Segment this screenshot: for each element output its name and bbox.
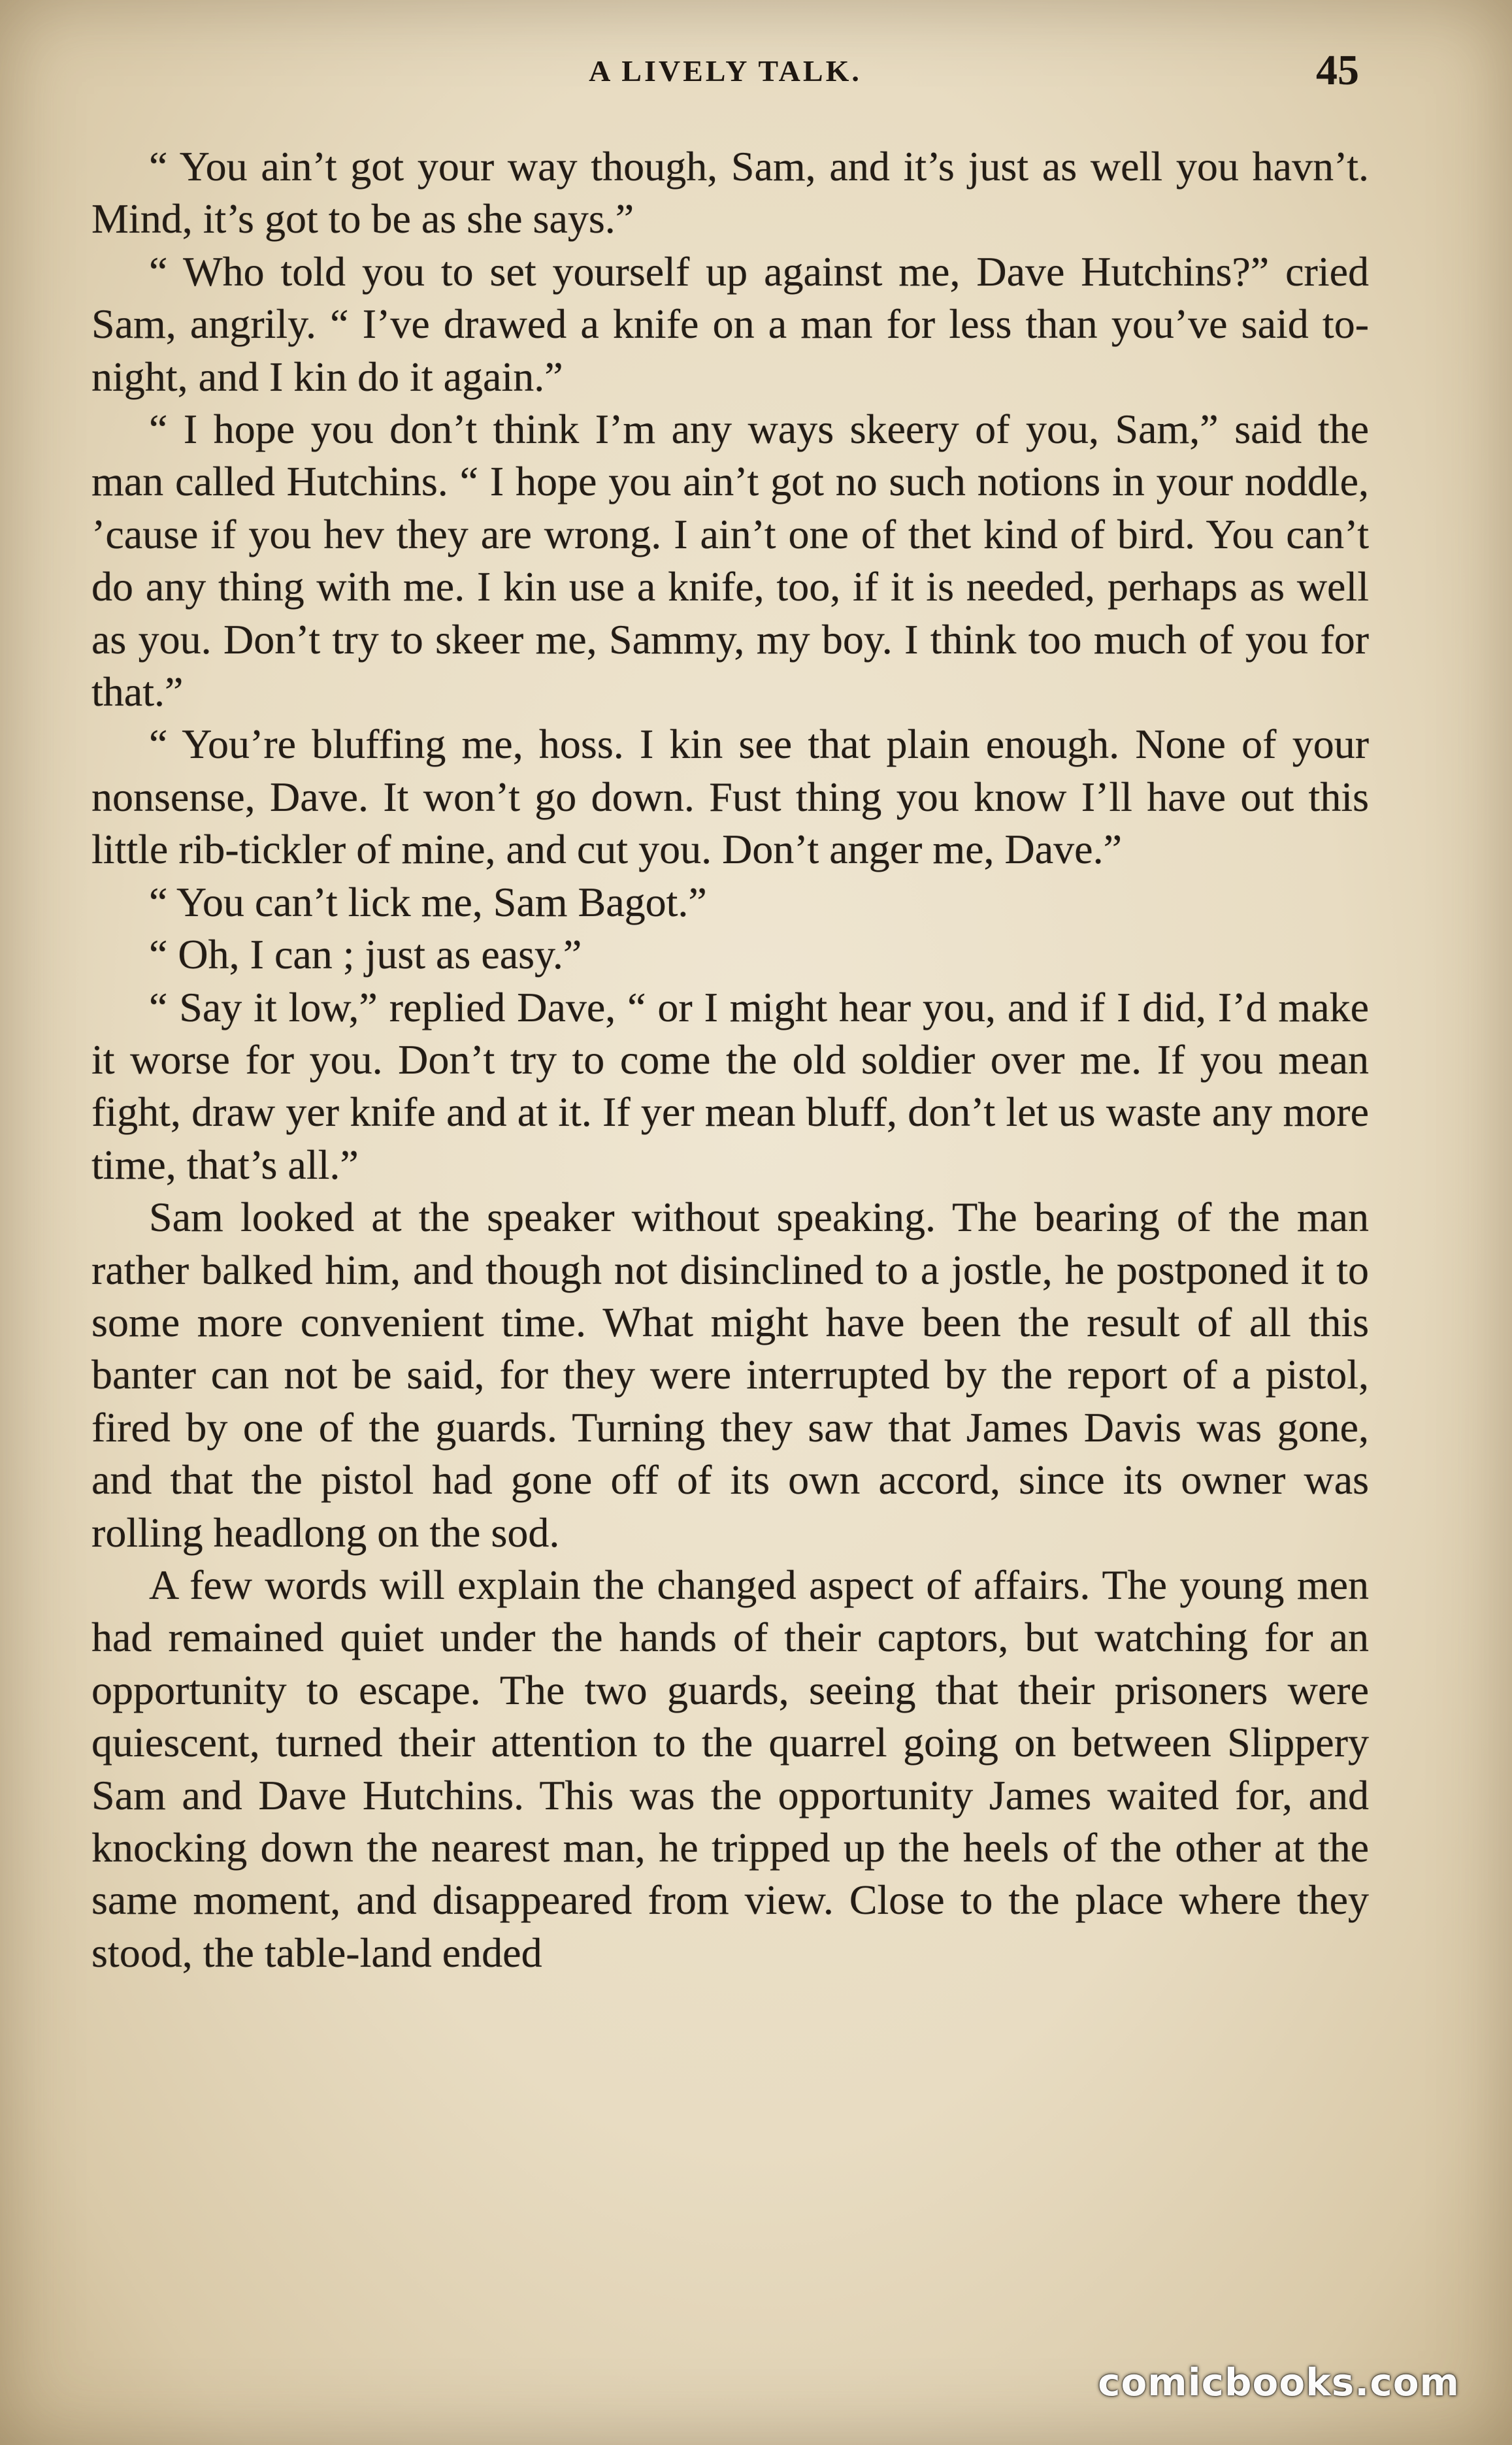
paragraph: “ You’re bluffing me, hoss. I kin see that plain enough. None of your nonsense, Dave. It won’t go down. Fust thing you know I’ll have out this little rib-tickler of mine, and cut you. Don’t anger me, Dave.” xyxy=(91,721,1369,873)
paragraph: A few words will explain the changed aspect of affairs. The young men had remained quiet under the hands of their captors, but watching for an opportunity to escape. The two guards, seeing that their prisoners were quiescent, turned their attention to the quarrel going on between Slippery Sam and Dave Hutchins. This was the opportunity James waited for, and knocking down the nearest man, he tripped up the heels of the other at the same moment, and disappeared from view. Close to the place where they stood, the table-land ended xyxy=(91,1561,1369,1976)
watermark: comicbooks.com xyxy=(1098,2360,1460,2404)
paragraph: “ You can’t lick me, Sam Bagot.” xyxy=(149,878,707,925)
running-head xyxy=(98,46,1359,105)
paragraph: “ Who told you to set yourself up against me, Dave Hutchins?” cried Sam, angrily. “ I’ve drawed a knife on a man for less than you’ve said to-night, and I kin do it again.” xyxy=(91,248,1369,400)
paragraph: “ You ain’t got your way though, Sam, and it’s just as well you havn’t. Mind, it’s got to be as she says.” xyxy=(91,143,1369,242)
running-title: A LIVELY TALK. xyxy=(589,54,862,88)
paragraph: Sam looked at the speaker without speaking. The bearing of the man rather balked him, and though not disinclined to a jostle, he postponed it to some more convenient time. What might have been the result of all this banter can not be said, for they were interrupted by the report of a pistol, fired by one of the guards. Turning they saw that James Davis was gone, and that the pistol had gone off of its own accord, since its owner was rolling headlong on the sod. xyxy=(91,1194,1369,1556)
paragraph: “ Oh, I can ; just as easy.” xyxy=(149,931,582,978)
paragraph: “ I hope you don’t think I’m any ways skeery of you, Sam,” said the man called Hutchins. “ I hope you ain’t got no such notions in your noddle, ’cause if you hev they are wrong. I ain’t one of thet kind of bird. You can’t do any thing with me. I kin use a knife, too, if it is needed, perhaps as well as you. Don’t try to skeer me, Sammy, my boy. I think too much of you for that.” xyxy=(91,406,1369,715)
body-text xyxy=(91,140,1369,1979)
page-number: 45 xyxy=(1316,46,1359,94)
paragraph: “ Say it low,” replied Dave, “ or I might hear you, and if I did, I’d make it worse for you. Don’t try to come the old soldier over me. If you mean fight, draw yer knife and at it. If yer mean bluff, don’t let us waste any more time, that’s all.” xyxy=(91,983,1369,1188)
